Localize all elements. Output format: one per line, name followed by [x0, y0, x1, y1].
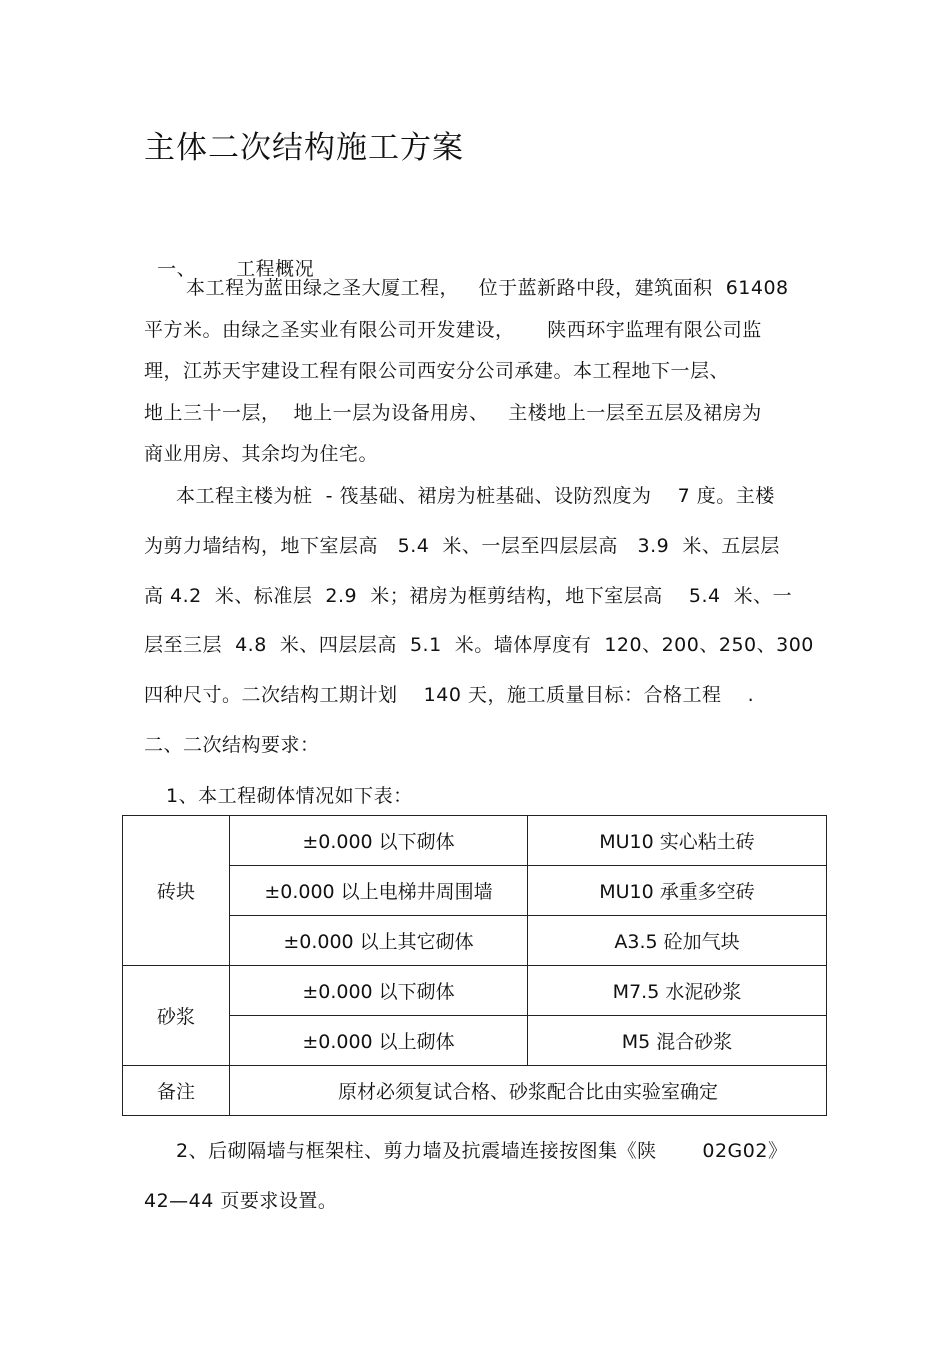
requirement-item-2-line1: 2、后砌隔墙与框架柱、剪力墙及抗震墙连接按图集《陕 02G02》 [176, 1140, 788, 1162]
overview-para2-line1: 本工程主楼为桩 - 筏基础、裙房为桩基础、设防烈度为 7 度。主楼 [176, 485, 775, 507]
brick-category-cell: 砖块 [123, 816, 230, 966]
material-cell: M5 混合砂浆 [528, 1016, 827, 1066]
requirement-item-1: 1、本工程砌体情况如下表： [166, 785, 413, 807]
overview-para1-line3: 理，江苏天宇建设工程有限公司西安分公司承建。本工程地下一层、 [144, 360, 730, 382]
overview-para2-line4: 层至三层 4.8 米、四层层高 5.1 米。墙体厚度有 120、200、250、300 [144, 634, 814, 656]
location-cell: ±0.000 以下砌体 [230, 966, 528, 1016]
masonry-materials-table [122, 815, 827, 1116]
location-cell: ±0.000 以下砌体 [230, 816, 528, 866]
requirement-item-2-line2: 42—44 页要求设置。 [144, 1190, 338, 1212]
overview-para1-line2: 平方米。由绿之圣实业有限公司开发建设， 陕西环宇监理有限公司监 [144, 319, 762, 341]
overview-para2-line3: 高 4.2 米、标准层 2.9 米；裙房为框剪结构，地下室层高 5.4 米、一 [144, 585, 793, 607]
document-title: 主体二次结构施工方案 [144, 130, 464, 166]
location-cell: ±0.000 以上电梯井周围墙 [230, 866, 528, 916]
material-cell: MU10 实心粘土砖 [528, 816, 827, 866]
overview-para1-line5: 商业用房、其余均为住宅。 [144, 443, 379, 465]
material-cell: MU10 承重多空砖 [528, 866, 827, 916]
location-cell: ±0.000 以上砌体 [230, 1016, 528, 1066]
overview-para1-line1: 本工程为蓝田绿之圣大厦工程， 位于蓝新路中段，建筑面积 61408 [186, 277, 789, 299]
table-row [123, 816, 827, 866]
table-row [123, 966, 827, 1016]
table-row [123, 1066, 827, 1116]
overview-para1-line4: 地上三十一层， 地上一层为设备用房、 主楼地上一层至五层及裙房为 [144, 402, 762, 424]
overview-para2-line2: 为剪力墙结构，地下室层高 5.4 米、一层至四层层高 3.9 米、五层层 [144, 535, 780, 557]
overview-para2-line5: 四种尺寸。二次结构工期计划 140 天，施工质量目标：合格工程 . [144, 684, 755, 706]
mortar-category-cell: 砂浆 [123, 966, 230, 1066]
material-cell: A3.5 砼加气块 [528, 916, 827, 966]
location-cell: ±0.000 以上其它砌体 [230, 916, 528, 966]
material-cell: M7.5 水泥砂浆 [528, 966, 827, 1016]
section-2-heading: 二、二次结构要求： [144, 734, 320, 756]
note-text-cell: 原材必须复试合格、砂浆配合比由实验室确定 [230, 1066, 827, 1116]
section-1-number: 一、 [157, 258, 197, 280]
note-category-cell: 备注 [123, 1066, 230, 1116]
section-1-title: 工程概况 [236, 258, 315, 280]
